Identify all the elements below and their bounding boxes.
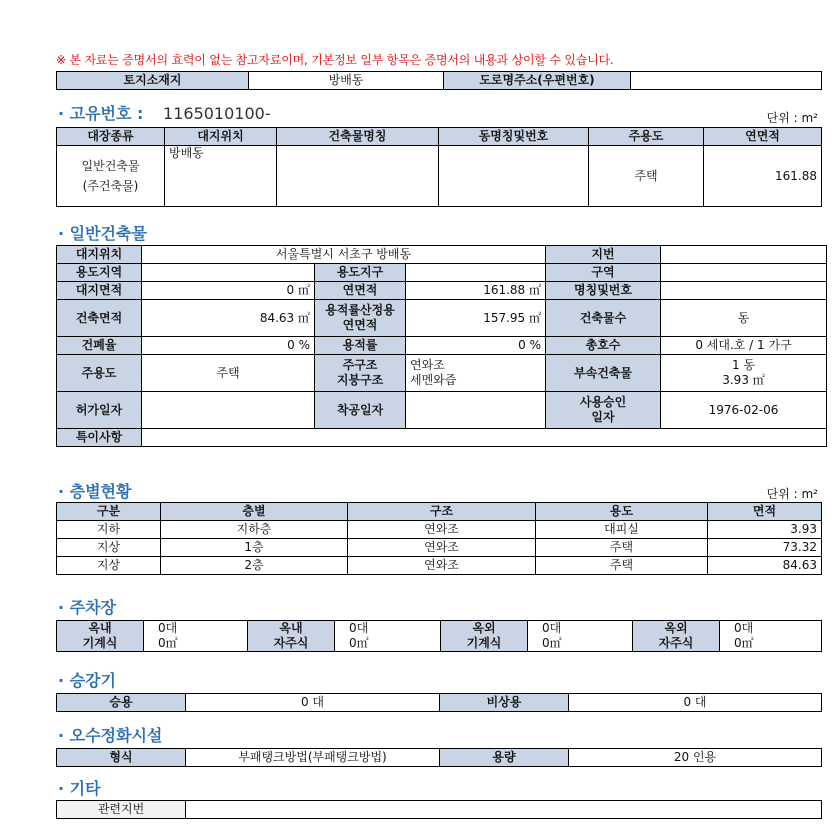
parking-area: 0㎡ <box>158 636 178 650</box>
building-area-label: 건축면적 <box>57 300 142 337</box>
related-lot-label: 관련지번 <box>57 801 186 819</box>
location-value: 방배동 <box>249 72 444 90</box>
elevator-heading: · 승강기 <box>58 671 117 690</box>
annex-count: 1 동 <box>731 358 756 372</box>
parking-label-line1: 옥내 <box>88 621 112 635</box>
parking-label-line2: 자주식 <box>273 636 309 650</box>
floor-use: 대피실 <box>536 521 708 539</box>
summary-header: 대지위치 <box>165 128 277 146</box>
parking-area: 0㎡ <box>542 636 562 650</box>
structure-label-line2: 지붕구조 <box>336 373 384 387</box>
general-building-heading: · 일반건축물 <box>58 224 147 243</box>
floor-division: 지하 <box>57 521 161 539</box>
parking-count: 0대 <box>349 621 369 635</box>
district-label: 용도지구 <box>315 264 406 282</box>
elevator-table <box>56 693 822 712</box>
area-zone-value <box>661 264 827 282</box>
ledger-type-cell <box>57 146 165 207</box>
unique-unit-label: 단위 : m² <box>766 111 818 125</box>
parking-label-line1: 옥외 <box>472 621 496 635</box>
special-notes-value <box>142 429 827 447</box>
jibun-value <box>661 246 827 264</box>
land-area-value: 0 ㎡ <box>142 282 315 300</box>
sewage-heading: · 오수정화시설 <box>58 726 163 745</box>
structure-label <box>315 355 406 392</box>
summary-main-use: 주택 <box>589 146 704 207</box>
table-row <box>57 521 822 539</box>
summary-header: 주용도 <box>589 128 704 146</box>
zone-value <box>142 264 315 282</box>
sewage-type-value: 부패탱크방법(부패탱크방법) <box>186 749 440 767</box>
passenger-elevator-label: 승용 <box>57 694 186 712</box>
parking-outdoor-mechanical-label <box>441 621 528 652</box>
floor-area: 73.32 <box>708 539 822 557</box>
annex-label: 부속건축물 <box>546 355 661 392</box>
floor-header: 구조 <box>348 503 536 521</box>
site-label: 대지위치 <box>57 246 142 264</box>
floor-status-heading: · 층별현황 <box>58 482 132 501</box>
parking-label-line2: 기계식 <box>82 636 118 650</box>
floor-structure: 연와조 <box>348 539 536 557</box>
permit-date-label: 허가일자 <box>57 392 142 429</box>
total-area-label: 연면적 <box>315 282 406 300</box>
name-number-label: 명칭및번호 <box>546 282 661 300</box>
unique-number-heading <box>58 101 271 124</box>
parking-count: 0대 <box>542 621 562 635</box>
sewage-table <box>56 748 822 767</box>
parking-label-line2: 기계식 <box>466 636 502 650</box>
far-area-label-line1: 용적률산정용 <box>325 303 395 317</box>
general-building-table <box>56 245 827 447</box>
summary-header: 대장종류 <box>57 128 165 146</box>
summary-header: 연면적 <box>704 128 822 146</box>
area-zone-label: 구역 <box>546 264 661 282</box>
emergency-elevator-value: 0 대 <box>569 694 822 712</box>
main-use-value: 주택 <box>142 355 315 392</box>
parking-area: 0㎡ <box>349 636 369 650</box>
parking-label-line2: 자주식 <box>658 636 694 650</box>
floor-header: 층별 <box>161 503 348 521</box>
etc-heading: · 기타 <box>58 779 101 798</box>
passenger-elevator-value: 0 대 <box>186 694 440 712</box>
summary-dong <box>439 146 589 207</box>
permit-date-value <box>142 392 315 429</box>
annex-value <box>661 355 827 392</box>
related-lot-value <box>186 801 822 819</box>
floor-structure: 연와조 <box>348 521 536 539</box>
approval-date-value: 1976-02-06 <box>661 392 827 429</box>
main-structure-value: 연와조 <box>410 358 445 372</box>
etc-table <box>56 800 822 819</box>
floor-header: 구분 <box>57 503 161 521</box>
approval-date-label-line1: 사용승인 <box>579 395 627 409</box>
summary-total-area: 161.88 <box>704 146 822 207</box>
start-date-value <box>406 392 546 429</box>
summary-table <box>56 127 822 207</box>
parking-label-line1: 옥내 <box>279 621 303 635</box>
floor-division: 지상 <box>57 539 161 557</box>
annex-area: 3.93 ㎡ <box>722 373 765 387</box>
district-value <box>406 264 546 282</box>
far-area-label-line2: 연면적 <box>342 318 378 332</box>
disclaimer-notice: ※ 본 자료는 증명서의 효력이 없는 참고자료이며, 기본정보 일부 항목은 증명서의 내용과 상이할 수 있습니다. <box>56 53 614 67</box>
total-units-label: 총호수 <box>546 337 661 355</box>
road-address-label: 도로명주소(우편번호) <box>444 72 631 90</box>
ledger-type: 일반건축물 <box>81 159 140 173</box>
table-row <box>57 557 822 575</box>
floor-header: 면적 <box>708 503 822 521</box>
building-count-label: 건축물수 <box>546 300 661 337</box>
total-area-value: 161.88 ㎡ <box>406 282 546 300</box>
far-area-value: 157.95 ㎡ <box>406 300 546 337</box>
roof-structure-value: 세멘와즙 <box>410 373 457 387</box>
floor-level: 2층 <box>161 557 348 575</box>
parking-label-line1: 옥외 <box>664 621 688 635</box>
parking-heading: · 주차장 <box>58 598 117 617</box>
parking-count: 0대 <box>158 621 178 635</box>
floor-unit-label: 단위 : m² <box>766 487 818 501</box>
building-area-value: 84.63 ㎡ <box>142 300 315 337</box>
floor-area: 84.63 <box>708 557 822 575</box>
parking-area: 0㎡ <box>734 636 754 650</box>
unique-number-title: · 고유번호 : <box>58 104 144 123</box>
special-notes-label: 특이사항 <box>57 429 142 447</box>
summary-site: 방배동 <box>165 146 277 207</box>
bcr-label: 건폐율 <box>57 337 142 355</box>
floor-use: 주택 <box>536 539 708 557</box>
parking-indoor-mechanical-label <box>57 621 144 652</box>
jibun-label: 지번 <box>546 246 661 264</box>
site-value: 서울특별시 서초구 방배동 <box>142 246 546 264</box>
floor-status-table <box>56 502 822 575</box>
table-row <box>57 539 822 557</box>
building-count-value: 동 <box>661 300 827 337</box>
location-table <box>56 71 822 90</box>
unique-number-value: 1165010100- <box>163 104 271 123</box>
total-units-value: 0 세대.호 / 1 가구 <box>661 337 827 355</box>
far-area-label <box>315 300 406 337</box>
sewage-type-label: 형식 <box>57 749 186 767</box>
emergency-elevator-label: 비상용 <box>440 694 569 712</box>
summary-building-name <box>277 146 439 207</box>
parking-indoor-self-value <box>335 621 441 652</box>
sewage-capacity-label: 용량 <box>440 749 569 767</box>
floor-use: 주택 <box>536 557 708 575</box>
floor-level: 1층 <box>161 539 348 557</box>
sewage-capacity-value: 20 인용 <box>569 749 822 767</box>
summary-header: 건축물명칭 <box>277 128 439 146</box>
structure-label-line1: 주구조 <box>342 358 378 372</box>
parking-outdoor-self-value <box>720 621 822 652</box>
bcr-value: 0 % <box>142 337 315 355</box>
road-address-value <box>631 72 822 90</box>
main-use-label: 주용도 <box>57 355 142 392</box>
floor-structure: 연와조 <box>348 557 536 575</box>
floor-header: 용도 <box>536 503 708 521</box>
parking-indoor-mechanical-value <box>144 621 248 652</box>
parking-count: 0대 <box>734 621 754 635</box>
ledger-subtype: (주건축물) <box>82 179 139 193</box>
start-date-label: 착공일자 <box>315 392 406 429</box>
parking-indoor-self-label <box>248 621 335 652</box>
name-number-value <box>661 282 827 300</box>
summary-header: 동명칭및번호 <box>439 128 589 146</box>
structure-value <box>406 355 546 392</box>
zone-label: 용도지역 <box>57 264 142 282</box>
far-label: 용적률 <box>315 337 406 355</box>
parking-outdoor-mechanical-value <box>528 621 633 652</box>
far-value: 0 % <box>406 337 546 355</box>
parking-table <box>56 620 822 652</box>
land-area-label: 대지면적 <box>57 282 142 300</box>
parking-outdoor-self-label <box>633 621 720 652</box>
floor-level: 지하층 <box>161 521 348 539</box>
approval-date-label-line2: 일자 <box>591 410 615 424</box>
floor-area: 3.93 <box>708 521 822 539</box>
floor-division: 지상 <box>57 557 161 575</box>
approval-date-label <box>546 392 661 429</box>
location-label: 토지소재지 <box>57 72 249 90</box>
